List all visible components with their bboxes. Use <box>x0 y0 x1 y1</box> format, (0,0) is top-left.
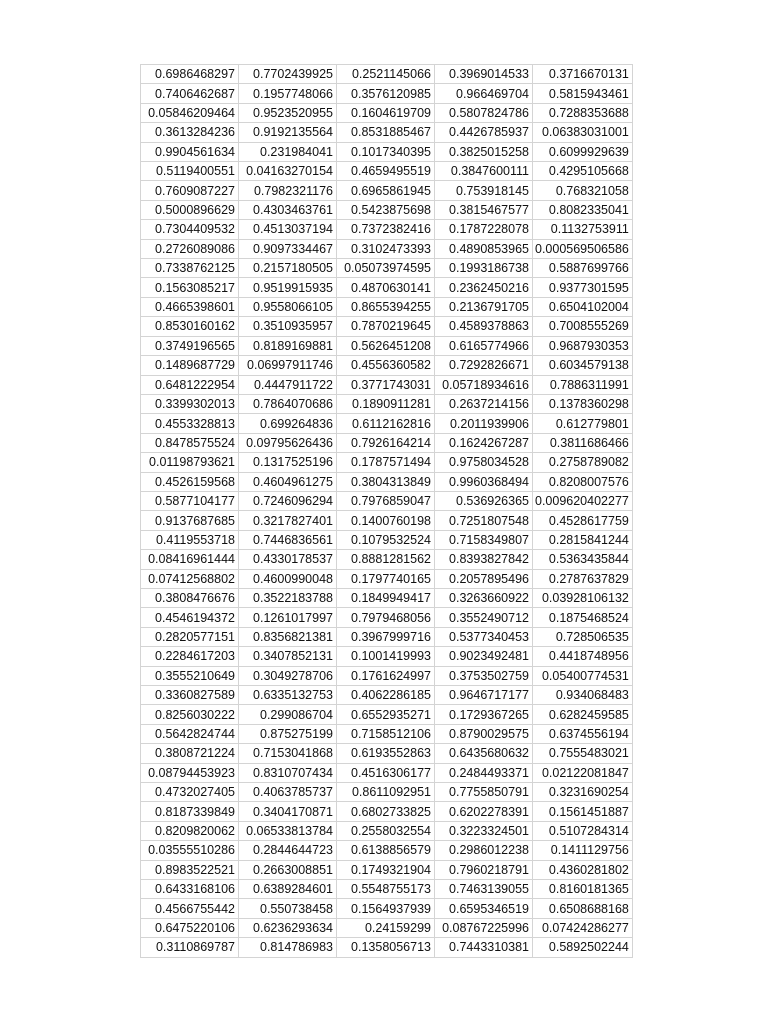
table-cell[interactable]: 0.9904561634 <box>141 142 239 161</box>
table-cell[interactable]: 0.6802733825 <box>337 802 435 821</box>
table-cell[interactable]: 0.4062286185 <box>337 686 435 705</box>
table-row <box>141 472 633 491</box>
table-cell[interactable]: 0.8478575524 <box>141 433 239 452</box>
table-cell[interactable]: 0.1797740165 <box>337 569 435 588</box>
table-row <box>141 433 633 452</box>
table-cell[interactable]: 0.9523520955 <box>239 103 337 122</box>
table-cell[interactable]: 0.6504102004 <box>533 297 633 316</box>
table-cell[interactable]: 0.4556360582 <box>337 356 435 375</box>
table-cell[interactable]: 0.9137687685 <box>141 511 239 530</box>
table-cell[interactable]: 0.07412568802 <box>141 569 239 588</box>
table-cell[interactable]: 0.3825015258 <box>435 142 533 161</box>
table-cell[interactable]: 0.1761624997 <box>337 666 435 685</box>
table-cell[interactable]: 0.1132753911 <box>533 220 633 239</box>
table-cell[interactable]: 0.7246096294 <box>239 491 337 510</box>
table-cell[interactable]: 0.7406462687 <box>141 84 239 103</box>
table-cell[interactable]: 0.3102473393 <box>337 239 435 258</box>
table-row <box>141 65 633 84</box>
table-cell[interactable]: 0.4330178537 <box>239 550 337 569</box>
table-cell[interactable]: 0.2986012238 <box>435 841 533 860</box>
table-cell[interactable]: 0.4600990048 <box>239 569 337 588</box>
table-cell[interactable]: 0.09795626436 <box>239 433 337 452</box>
table-cell[interactable]: 0.9758034528 <box>435 453 533 472</box>
table-cell[interactable]: 0.7153041868 <box>239 744 337 763</box>
table-cell[interactable]: 0.536926365 <box>435 491 533 510</box>
table-cell[interactable]: 0.6475220106 <box>141 918 239 937</box>
table-cell[interactable]: 0.6236293634 <box>239 918 337 937</box>
table-cell[interactable]: 0.4063785737 <box>239 783 337 802</box>
table-cell[interactable]: 0.6481222954 <box>141 375 239 394</box>
table-cell[interactable]: 0.04163270154 <box>239 162 337 181</box>
table-cell[interactable]: 0.1729367265 <box>435 705 533 724</box>
table-cell[interactable]: 0.3263660922 <box>435 588 533 607</box>
table-cell[interactable]: 0.6165774966 <box>435 336 533 355</box>
table-cell[interactable]: 0.3049278706 <box>239 666 337 685</box>
table-cell[interactable]: 0.3217827401 <box>239 511 337 530</box>
table-cell[interactable]: 0.6202278391 <box>435 802 533 821</box>
table-cell[interactable]: 0.3510935957 <box>239 317 337 336</box>
table-row <box>141 860 633 879</box>
table-cell[interactable]: 0.1563085217 <box>141 278 239 297</box>
table-cell[interactable]: 0.2057895496 <box>435 569 533 588</box>
table-cell[interactable]: 0.7609087227 <box>141 181 239 200</box>
table-row <box>141 220 633 239</box>
table-cell[interactable]: 0.5548755173 <box>337 880 435 899</box>
table-cell[interactable]: 0.1400760198 <box>337 511 435 530</box>
table-cell[interactable]: 0.1411129756 <box>533 841 633 860</box>
table-cell[interactable]: 0.299086704 <box>239 705 337 724</box>
table-cell[interactable]: 0.6433168106 <box>141 880 239 899</box>
table-cell[interactable]: 0.9646717177 <box>435 686 533 705</box>
table-cell[interactable]: 0.4890853965 <box>435 239 533 258</box>
table-row <box>141 705 633 724</box>
table-cell[interactable]: 0.7976859047 <box>337 491 435 510</box>
data-table-body <box>141 65 633 958</box>
table-cell[interactable]: 0.3811686466 <box>533 433 633 452</box>
table-cell[interactable]: 0.1957748066 <box>239 84 337 103</box>
table-cell[interactable]: 0.5119400551 <box>141 162 239 181</box>
table-cell[interactable]: 0.6193552863 <box>337 744 435 763</box>
table-row <box>141 763 633 782</box>
table-cell[interactable]: 0.4566755442 <box>141 899 239 918</box>
table-row <box>141 918 633 937</box>
table-cell[interactable]: 0.2362450216 <box>435 278 533 297</box>
table-cell[interactable]: 0.3969014533 <box>435 65 533 84</box>
table-row <box>141 880 633 899</box>
table-cell[interactable]: 0.5000896629 <box>141 200 239 219</box>
table-cell[interactable]: 0.9097334467 <box>239 239 337 258</box>
table-cell[interactable]: 0.6595346519 <box>435 899 533 918</box>
table-cell[interactable]: 0.699264836 <box>239 414 337 433</box>
table-row <box>141 239 633 258</box>
table-cell[interactable]: 0.3847600111 <box>435 162 533 181</box>
table-cell[interactable]: 0.3407852131 <box>239 647 337 666</box>
table-cell[interactable]: 0.9023492481 <box>435 647 533 666</box>
table-cell[interactable]: 0.3815467577 <box>435 200 533 219</box>
table-cell[interactable]: 0.550738458 <box>239 899 337 918</box>
table-cell[interactable]: 0.7926164214 <box>337 433 435 452</box>
table-row <box>141 686 633 705</box>
table-cell[interactable]: 0.08794453923 <box>141 763 239 782</box>
table-cell[interactable]: 0.4604961275 <box>239 472 337 491</box>
table-cell[interactable]: 0.5887699766 <box>533 259 633 278</box>
table-row <box>141 783 633 802</box>
table-cell[interactable]: 0.5807824786 <box>435 103 533 122</box>
table-cell[interactable]: 0.231984041 <box>239 142 337 161</box>
table-row <box>141 744 633 763</box>
table-cell[interactable]: 0.2726089086 <box>141 239 239 258</box>
table-cell[interactable]: 0.3716670131 <box>533 65 633 84</box>
table-cell[interactable]: 0.1787228078 <box>435 220 533 239</box>
table-cell[interactable]: 0.5423875698 <box>337 200 435 219</box>
table-cell[interactable]: 0.4659495519 <box>337 162 435 181</box>
table-cell[interactable]: 0.6282459585 <box>533 705 633 724</box>
table-cell[interactable]: 0.1261017997 <box>239 608 337 627</box>
table-cell[interactable]: 0.7864070686 <box>239 394 337 413</box>
table-cell[interactable]: 0.4665398601 <box>141 297 239 316</box>
table-cell[interactable]: 0.8356821381 <box>239 627 337 646</box>
table-cell[interactable]: 0.1561451887 <box>533 802 633 821</box>
table-cell[interactable]: 0.7463139055 <box>435 880 533 899</box>
table-cell[interactable]: 0.7304409532 <box>141 220 239 239</box>
table-cell[interactable]: 0.1624267287 <box>435 433 533 452</box>
table-cell[interactable]: 0.1001419993 <box>337 647 435 666</box>
table-cell[interactable]: 0.3110869787 <box>141 938 239 957</box>
table-cell[interactable]: 0.9687930353 <box>533 336 633 355</box>
table-cell[interactable]: 0.08416961444 <box>141 550 239 569</box>
table-cell[interactable]: 0.3753502759 <box>435 666 533 685</box>
table-cell[interactable]: 0.2558032554 <box>337 821 435 840</box>
table-cell[interactable]: 0.7755850791 <box>435 783 533 802</box>
table-cell[interactable]: 0.7372382416 <box>337 220 435 239</box>
table-cell[interactable]: 0.5107284314 <box>533 821 633 840</box>
table-cell[interactable]: 0.934068483 <box>533 686 633 705</box>
table-row <box>141 666 633 685</box>
table-cell[interactable]: 0.3555210649 <box>141 666 239 685</box>
table-cell[interactable]: 0.1787571494 <box>337 453 435 472</box>
table-cell[interactable]: 0.5363435844 <box>533 550 633 569</box>
table-cell[interactable]: 0.1017340395 <box>337 142 435 161</box>
table-cell[interactable]: 0.8310707434 <box>239 763 337 782</box>
table-cell[interactable]: 0.8530160162 <box>141 317 239 336</box>
table-row <box>141 317 633 336</box>
table-cell[interactable]: 0.8187339849 <box>141 802 239 821</box>
table-cell[interactable]: 0.4303463761 <box>239 200 337 219</box>
table-cell[interactable]: 0.1993186738 <box>435 259 533 278</box>
table-cell[interactable]: 0.7702439925 <box>239 65 337 84</box>
table-cell[interactable]: 0.1849949417 <box>337 588 435 607</box>
table-cell[interactable]: 0.6552935271 <box>337 705 435 724</box>
table-cell[interactable]: 0.1890911281 <box>337 394 435 413</box>
table-cell[interactable]: 0.7960218791 <box>435 860 533 879</box>
table-cell[interactable]: 0.7443310381 <box>435 938 533 957</box>
table-cell[interactable]: 0.5877104177 <box>141 491 239 510</box>
table-cell[interactable]: 0.3552490712 <box>435 608 533 627</box>
table-cell[interactable]: 0.5642824744 <box>141 724 239 743</box>
table-cell[interactable]: 0.6374556194 <box>533 724 633 743</box>
table-row <box>141 142 633 161</box>
table-cell[interactable]: 0.3522183788 <box>239 588 337 607</box>
table-row <box>141 627 633 646</box>
table-cell[interactable]: 0.7982321176 <box>239 181 337 200</box>
table-cell[interactable]: 0.8256030222 <box>141 705 239 724</box>
table-cell[interactable]: 0.05073974595 <box>337 259 435 278</box>
table-cell[interactable]: 0.5892502244 <box>533 938 633 957</box>
table-row <box>141 162 633 181</box>
table-cell[interactable]: 0.24159299 <box>337 918 435 937</box>
table-cell[interactable]: 0.6389284601 <box>239 880 337 899</box>
table-cell[interactable]: 0.8531885467 <box>337 123 435 142</box>
table-cell[interactable]: 0.8655394255 <box>337 297 435 316</box>
table-cell[interactable]: 0.1564937939 <box>337 899 435 918</box>
table-row <box>141 569 633 588</box>
table-cell[interactable]: 0.7870219645 <box>337 317 435 336</box>
table-cell[interactable]: 0.1358056713 <box>337 938 435 957</box>
table-cell[interactable]: 0.06997911746 <box>239 356 337 375</box>
table-cell[interactable]: 0.753918145 <box>435 181 533 200</box>
table-cell[interactable]: 0.3223324501 <box>435 821 533 840</box>
table-row <box>141 414 633 433</box>
table-cell[interactable]: 0.875275199 <box>239 724 337 743</box>
table-cell[interactable]: 0.4870630141 <box>337 278 435 297</box>
table-cell[interactable]: 0.814786983 <box>239 938 337 957</box>
table-cell[interactable]: 0.6112162816 <box>337 414 435 433</box>
table-cell[interactable]: 0.3360827589 <box>141 686 239 705</box>
table-cell[interactable]: 0.8983522521 <box>141 860 239 879</box>
table-cell[interactable]: 0.9519915935 <box>239 278 337 297</box>
table-row <box>141 608 633 627</box>
table-cell[interactable]: 0.6986468297 <box>141 65 239 84</box>
table-cell[interactable]: 0.3399302013 <box>141 394 239 413</box>
table-cell[interactable]: 0.3771743031 <box>337 375 435 394</box>
table-cell[interactable]: 0.4516306177 <box>337 763 435 782</box>
table-row <box>141 938 633 957</box>
table-cell[interactable]: 0.2663008851 <box>239 860 337 879</box>
table-cell[interactable]: 0.8790029575 <box>435 724 533 743</box>
table-cell[interactable]: 0.1079532524 <box>337 530 435 549</box>
table-cell[interactable]: 0.7158349807 <box>435 530 533 549</box>
table-row <box>141 259 633 278</box>
table-cell[interactable]: 0.4526159568 <box>141 472 239 491</box>
table-cell[interactable]: 0.3808721224 <box>141 744 239 763</box>
table-cell[interactable]: 0.7251807548 <box>435 511 533 530</box>
table-cell[interactable]: 0.5377340453 <box>435 627 533 646</box>
table-cell[interactable]: 0.06383031001 <box>533 123 633 142</box>
table-cell[interactable]: 0.2011939906 <box>435 414 533 433</box>
table-row <box>141 802 633 821</box>
table-cell[interactable]: 0.05846209464 <box>141 103 239 122</box>
table-cell[interactable]: 0.2758789082 <box>533 453 633 472</box>
table-cell[interactable]: 0.9377301595 <box>533 278 633 297</box>
table-cell[interactable]: 0.8189169881 <box>239 336 337 355</box>
table-cell[interactable]: 0.7292826671 <box>435 356 533 375</box>
table-row <box>141 491 633 510</box>
table-cell[interactable]: 0.3967999716 <box>337 627 435 646</box>
table-cell[interactable]: 0.2820577151 <box>141 627 239 646</box>
table-row <box>141 181 633 200</box>
table-cell[interactable]: 0.1875468524 <box>533 608 633 627</box>
table-cell[interactable]: 0.9558066105 <box>239 297 337 316</box>
table-cell[interactable]: 0.2284617203 <box>141 647 239 666</box>
table-cell[interactable]: 0.03928106132 <box>533 588 633 607</box>
table-cell[interactable]: 0.8611092951 <box>337 783 435 802</box>
table-cell[interactable]: 0.4528617759 <box>533 511 633 530</box>
table-cell[interactable]: 0.8209820062 <box>141 821 239 840</box>
table-cell[interactable]: 0.05400774531 <box>533 666 633 685</box>
table-cell[interactable]: 0.9192135564 <box>239 123 337 142</box>
table-cell[interactable]: 0.2815841244 <box>533 530 633 549</box>
table-row <box>141 394 633 413</box>
table-cell[interactable]: 0.009620402277 <box>533 491 633 510</box>
table-row <box>141 511 633 530</box>
table-cell[interactable]: 0.4732027405 <box>141 783 239 802</box>
table-cell[interactable]: 0.1749321904 <box>337 860 435 879</box>
table-cell[interactable]: 0.7008555269 <box>533 317 633 336</box>
table-cell[interactable]: 0.03555510286 <box>141 841 239 860</box>
table-cell[interactable]: 0.2844644723 <box>239 841 337 860</box>
table-cell[interactable]: 0.1604619709 <box>337 103 435 122</box>
table-row <box>141 200 633 219</box>
table-cell[interactable]: 0.6508688168 <box>533 899 633 918</box>
table-cell[interactable]: 0.4546194372 <box>141 608 239 627</box>
table-cell[interactable]: 0.6034579138 <box>533 356 633 375</box>
table-cell[interactable]: 0.9960368494 <box>435 472 533 491</box>
table-row <box>141 278 633 297</box>
table-cell[interactable]: 0.02122081847 <box>533 763 633 782</box>
table-cell[interactable]: 0.4426785937 <box>435 123 533 142</box>
table-cell[interactable]: 0.4513037194 <box>239 220 337 239</box>
table-cell[interactable]: 0.3749196565 <box>141 336 239 355</box>
table-cell[interactable]: 0.2484493371 <box>435 763 533 782</box>
table-row <box>141 647 633 666</box>
table-row <box>141 453 633 472</box>
table-cell[interactable]: 0.966469704 <box>435 84 533 103</box>
table-cell[interactable]: 0.1378360298 <box>533 394 633 413</box>
table-cell[interactable]: 0.4553328813 <box>141 414 239 433</box>
table-cell[interactable]: 0.2787637829 <box>533 569 633 588</box>
table-cell[interactable]: 0.2637214156 <box>435 394 533 413</box>
table-cell[interactable]: 0.8881281562 <box>337 550 435 569</box>
table-cell[interactable]: 0.2157180505 <box>239 259 337 278</box>
table-cell[interactable]: 0.7979468056 <box>337 608 435 627</box>
table-cell[interactable]: 0.8208007576 <box>533 472 633 491</box>
table-row <box>141 123 633 142</box>
table-row <box>141 375 633 394</box>
table-cell[interactable]: 0.6965861945 <box>337 181 435 200</box>
table-row <box>141 84 633 103</box>
table-cell[interactable]: 0.612779801 <box>533 414 633 433</box>
table-cell[interactable]: 0.5626451208 <box>337 336 435 355</box>
table-row <box>141 103 633 122</box>
table-cell[interactable]: 0.768321058 <box>533 181 633 200</box>
table-cell[interactable]: 0.07424286277 <box>533 918 633 937</box>
table-cell[interactable]: 0.2136791705 <box>435 297 533 316</box>
table-cell[interactable]: 0.3613284236 <box>141 123 239 142</box>
table-cell[interactable]: 0.3576120985 <box>337 84 435 103</box>
table-cell[interactable]: 0.2521145066 <box>337 65 435 84</box>
table-cell[interactable]: 0.8160181365 <box>533 880 633 899</box>
table-cell[interactable]: 0.4295105668 <box>533 162 633 181</box>
table-cell[interactable]: 0.08767225996 <box>435 918 533 937</box>
table-cell[interactable]: 0.01198793621 <box>141 453 239 472</box>
table-cell[interactable]: 0.5815943461 <box>533 84 633 103</box>
table-cell[interactable]: 0.1489687729 <box>141 356 239 375</box>
table-cell[interactable]: 0.7555483021 <box>533 744 633 763</box>
data-table <box>140 64 633 958</box>
table-row <box>141 841 633 860</box>
table-cell[interactable]: 0.6335132753 <box>239 686 337 705</box>
table-cell[interactable]: 0.7886311991 <box>533 375 633 394</box>
table-cell[interactable]: 0.1317525196 <box>239 453 337 472</box>
table-row <box>141 336 633 355</box>
table-cell[interactable]: 0.6435680632 <box>435 744 533 763</box>
table-cell[interactable]: 0.4447911722 <box>239 375 337 394</box>
table-cell[interactable]: 0.7446836561 <box>239 530 337 549</box>
table-row <box>141 724 633 743</box>
table-row <box>141 588 633 607</box>
table-cell[interactable]: 0.3808476676 <box>141 588 239 607</box>
table-row <box>141 550 633 569</box>
table-cell[interactable]: 0.4119553718 <box>141 530 239 549</box>
table-cell[interactable]: 0.7338762125 <box>141 259 239 278</box>
table-cell[interactable]: 0.8393827842 <box>435 550 533 569</box>
table-cell[interactable]: 0.4360281802 <box>533 860 633 879</box>
table-row <box>141 530 633 549</box>
table-row <box>141 297 633 316</box>
table-cell[interactable]: 0.6099929639 <box>533 142 633 161</box>
table-cell[interactable]: 0.06533813784 <box>239 821 337 840</box>
table-cell[interactable]: 0.05718934616 <box>435 375 533 394</box>
table-cell[interactable]: 0.7288353688 <box>533 103 633 122</box>
table-row <box>141 356 633 375</box>
table-row <box>141 899 633 918</box>
table-cell[interactable]: 0.8082335041 <box>533 200 633 219</box>
table-cell[interactable]: 0.3804313849 <box>337 472 435 491</box>
table-cell[interactable]: 0.4418748956 <box>533 647 633 666</box>
table-cell[interactable]: 0.000569506586 <box>533 239 633 258</box>
table-cell[interactable]: 0.6138856579 <box>337 841 435 860</box>
table-row <box>141 821 633 840</box>
table-cell[interactable]: 0.7158512106 <box>337 724 435 743</box>
table-cell[interactable]: 0.728506535 <box>533 627 633 646</box>
table-cell[interactable]: 0.4589378863 <box>435 317 533 336</box>
table-cell[interactable]: 0.3231690254 <box>533 783 633 802</box>
table-cell[interactable]: 0.3404170871 <box>239 802 337 821</box>
